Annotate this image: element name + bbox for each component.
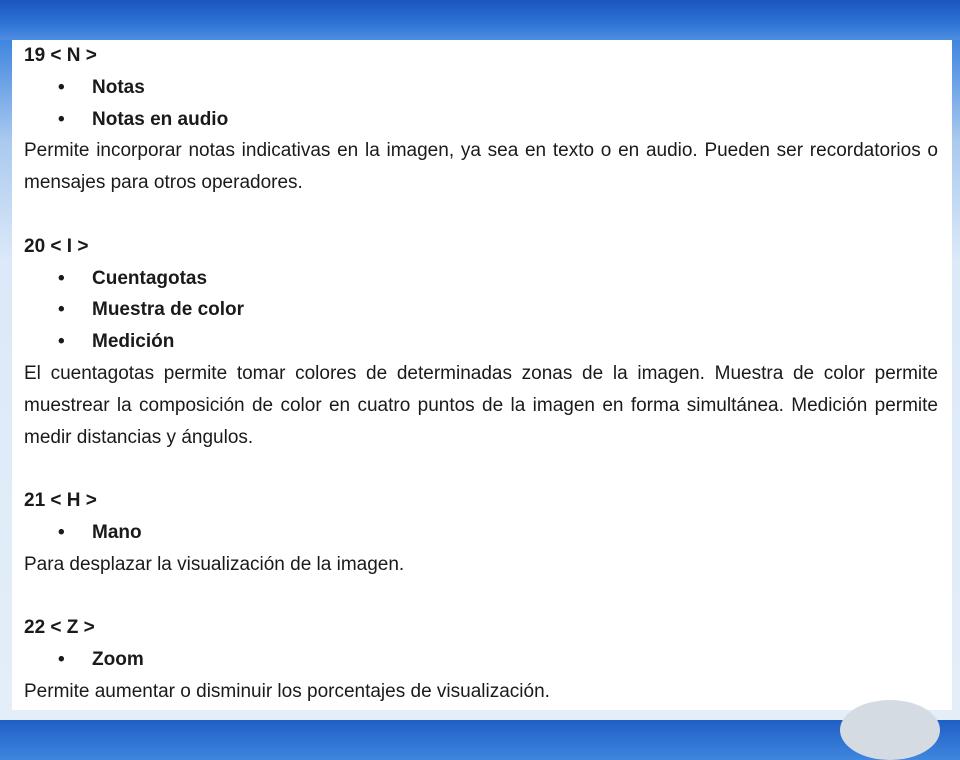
- list-item: [24, 294, 938, 326]
- list-item-label: Notas en audio: [92, 108, 229, 130]
- list-item: [24, 263, 938, 295]
- bullet-icon: •: [58, 649, 65, 671]
- bullet-icon: •: [58, 521, 65, 543]
- list-item: [24, 326, 938, 358]
- bullet-icon: •: [58, 108, 65, 130]
- section-heading-21: 21 < H >: [24, 490, 97, 512]
- section-heading-20: 20 < I >: [24, 235, 89, 257]
- list-item-label: Muestra de color: [92, 299, 245, 321]
- section-heading-19: 19 < N >: [24, 45, 97, 66]
- section-21-description: Para desplazar la visualización de la imagen.: [24, 553, 405, 575]
- section-19-list: [24, 72, 938, 136]
- section-heading-22: 22 < Z >: [24, 617, 95, 639]
- list-item-label: Notas: [92, 76, 145, 98]
- list-item: [24, 72, 938, 104]
- list-item: [24, 644, 938, 676]
- slide-header-band: [0, 0, 960, 40]
- bullet-icon: •: [58, 331, 65, 353]
- section-19-description: Permite incorporar notas indicativas en la imagen, ya sea en texto o en audio. Pueden ser recordatorios o mensajes para otros operadores.: [24, 140, 938, 194]
- list-item-label: Zoom: [92, 649, 144, 671]
- bullet-icon: •: [58, 267, 65, 289]
- document-page: [12, 40, 952, 710]
- section-20-list: [24, 263, 938, 358]
- section-20-description: El cuentagotas permite tomar colores de determinadas zonas de la imagen. Muestra de color permite muestrear la composición de color en cuatro puntos de la imagen en forma simultánea. Medición permite medir distancias y ángulos.: [24, 362, 938, 448]
- list-item-label: Medición: [92, 331, 175, 353]
- section-21-list: [24, 517, 938, 549]
- section-22-description: Permite aumentar o disminuir los porcentajes de visualización.: [24, 680, 550, 702]
- list-item-label: Cuentagotas: [92, 267, 208, 289]
- section-22-list: [24, 644, 938, 676]
- decorative-circle: [840, 700, 940, 760]
- list-item: [24, 104, 938, 136]
- bullet-icon: •: [58, 76, 65, 98]
- list-item-label: Mano: [92, 521, 142, 543]
- bullet-icon: •: [58, 299, 65, 321]
- list-item: [24, 517, 938, 549]
